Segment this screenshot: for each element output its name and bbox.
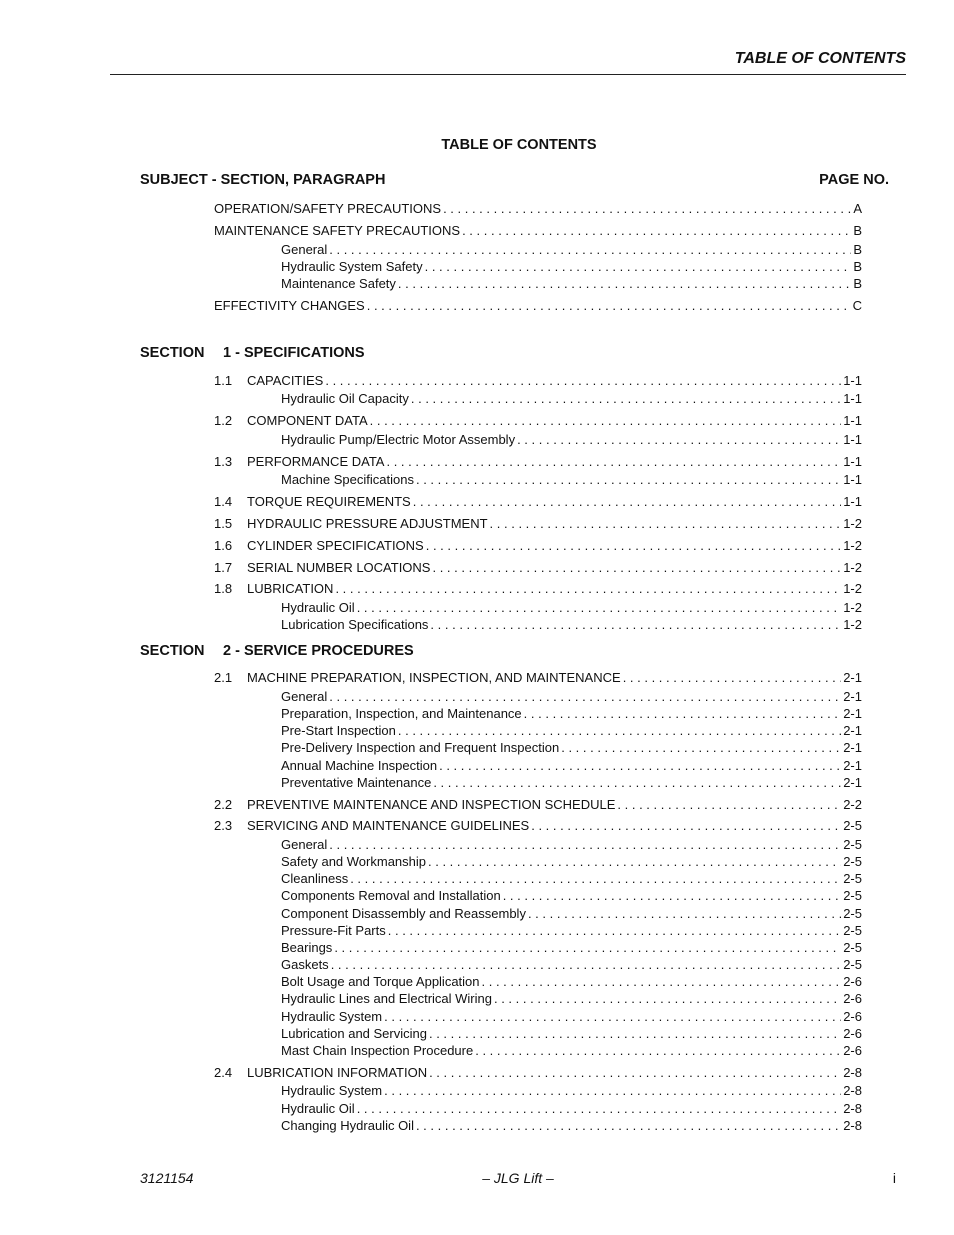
- toc-entry-page: B: [853, 223, 862, 238]
- toc-entry: [214, 580, 862, 597]
- toc-entry: [214, 200, 862, 217]
- toc-leader-dots: [357, 599, 842, 616]
- toc-entry-title: SERIAL NUMBER LOCATIONS: [247, 560, 431, 575]
- toc-leader-dots: [398, 722, 841, 739]
- toc-leader-dots: [411, 390, 841, 407]
- toc-entry-title: Changing Hydraulic Oil: [281, 1118, 414, 1133]
- toc-entry-page: C: [852, 298, 862, 313]
- toc-entry-page: 1-1: [843, 432, 862, 447]
- toc-entry-page: 2-5: [843, 957, 862, 972]
- toc-subentry: [281, 599, 862, 616]
- toc-leader-dots: [503, 887, 842, 904]
- toc-entry-title: Lubrication Specifications: [281, 617, 429, 632]
- toc-entry-page: 2-6: [843, 974, 862, 989]
- toc-entry-page: 2-1: [843, 689, 862, 704]
- toc-entry-title: Hydraulic Oil: [281, 1101, 355, 1116]
- toc-leader-dots: [623, 669, 842, 686]
- toc-leader-dots: [329, 241, 851, 258]
- toc-entry-number: 2.2: [214, 797, 233, 812]
- toc-leader-dots: [386, 453, 841, 470]
- toc-subentry: [281, 887, 862, 904]
- toc-entry-title: Hydraulic Pump/Electric Motor Assembly: [281, 432, 516, 447]
- toc-entry-page: 2-5: [843, 854, 862, 869]
- toc-entry-number: 1.4: [214, 494, 233, 509]
- toc-entry-page: 2-5: [843, 837, 862, 852]
- toc-entry-page: 2-1: [843, 670, 862, 685]
- toc-leader-dots: [329, 836, 841, 853]
- footer-doc-number: 3121154: [140, 1170, 194, 1186]
- toc-entry-page: 2-6: [843, 1026, 862, 1041]
- toc-leader-dots: [335, 580, 841, 597]
- toc-entry-title: COMPONENT DATA: [247, 413, 368, 428]
- toc-leader-dots: [367, 297, 851, 314]
- toc-entry: [214, 669, 862, 686]
- toc-subentry: [281, 241, 862, 258]
- toc-entry-title: TORQUE REQUIREMENTS: [247, 494, 411, 509]
- toc-entry-title: Hydraulic System: [281, 1083, 383, 1098]
- toc-entry-title: Gaskets: [281, 957, 329, 972]
- toc-leader-dots: [325, 372, 841, 389]
- toc-entry-title: LUBRICATION INFORMATION: [247, 1065, 428, 1080]
- toc-entry: [214, 1064, 862, 1081]
- toc-subentry: [281, 774, 862, 791]
- toc-leader-dots: [482, 973, 842, 990]
- toc-entry-title: Hydraulic Lines and Electrical Wiring: [281, 991, 492, 1006]
- toc-entry-title: Hydraulic System: [281, 1009, 383, 1024]
- toc-entry-page: 1-2: [843, 538, 862, 553]
- toc-entry-page: 2-5: [843, 940, 862, 955]
- toc-entry-page: 2-1: [843, 758, 862, 773]
- toc-entry: [214, 493, 862, 510]
- toc-entry-page: 2-1: [843, 775, 862, 790]
- toc-leader-dots: [416, 1117, 841, 1134]
- toc-leader-dots: [398, 275, 851, 292]
- toc-subentry: [281, 853, 862, 870]
- toc-entry-title: Annual Machine Inspection: [281, 758, 438, 773]
- toc-entry: [214, 515, 862, 532]
- toc-entry-page: 1-1: [843, 373, 862, 388]
- toc-leader-dots: [329, 688, 841, 705]
- toc-entry-title: Hydraulic Oil: [281, 600, 355, 615]
- toc-entry-number: 1.1: [214, 373, 233, 388]
- toc-entry-title: Pre-Delivery Inspection and Frequent Inspection: [281, 740, 560, 755]
- toc-leader-dots: [428, 853, 841, 870]
- toc-subentry: [281, 757, 862, 774]
- footer-page-number: i: [892, 1170, 896, 1186]
- toc-subentry: [281, 688, 862, 705]
- toc-subentry: [281, 1008, 862, 1025]
- toc-entry-title: CYLINDER SPECIFICATIONS: [247, 538, 424, 553]
- toc-entry: [214, 817, 862, 834]
- running-header: [110, 50, 906, 75]
- toc-entry-title: EFFECTIVITY CHANGES: [214, 298, 365, 313]
- toc-subentry: [281, 431, 862, 448]
- toc-leader-dots: [350, 870, 841, 887]
- toc-entry-number: 1.5: [214, 516, 233, 531]
- toc-entry-page: 1-1: [843, 391, 862, 406]
- toc-entry-page: 2-5: [843, 888, 862, 903]
- toc-entry-title: HYDRAULIC PRESSURE ADJUSTMENT: [247, 516, 488, 531]
- toc-entry-page: 2-5: [843, 871, 862, 886]
- toc-entry-page: 2-1: [843, 723, 862, 738]
- toc-entry: [214, 537, 862, 554]
- toc-subentry: [281, 956, 862, 973]
- toc-leader-dots: [388, 922, 841, 939]
- toc-entry-title: PREVENTIVE MAINTENANCE AND INSPECTION SCHEDULE: [247, 797, 616, 812]
- toc-leader-dots: [334, 939, 841, 956]
- toc-subentry: [281, 258, 862, 275]
- toc-leader-dots: [384, 1008, 841, 1025]
- toc-entry-title: Hydraulic Oil Capacity: [281, 391, 409, 406]
- toc-entry-page: 1-2: [843, 516, 862, 531]
- toc-entry-title: SERVICING AND MAINTENANCE GUIDELINES: [247, 818, 530, 833]
- toc-entry-title: Safety and Workmanship: [281, 854, 426, 869]
- toc-subentry: [281, 870, 862, 887]
- toc-entry: [214, 297, 862, 314]
- running-header-text: TABLE OF CONTENTS: [734, 50, 906, 67]
- toc-leader-dots: [517, 431, 841, 448]
- toc-entry-title: Bearings: [281, 940, 333, 955]
- toc-entry-page: 2-8: [843, 1083, 862, 1098]
- toc-entry-title: Mast Chain Inspection Procedure: [281, 1043, 474, 1058]
- toc-entry-page: 2-6: [843, 991, 862, 1006]
- toc-entry-page: 2-1: [843, 706, 862, 721]
- toc-entry-page: 1-2: [843, 600, 862, 615]
- toc-entry-number: 2.3: [214, 818, 233, 833]
- toc-entry-page: B: [853, 259, 862, 274]
- column-head-page: PAGE NO.: [819, 172, 889, 188]
- toc-entry: [214, 412, 862, 429]
- toc-entry-page: 1-2: [843, 581, 862, 596]
- toc-entry-page: 1-2: [843, 617, 862, 632]
- toc-entry-title: Cleanliness: [281, 871, 349, 886]
- toc-entry-number: 2.1: [214, 670, 233, 685]
- toc-entry-page: 2-8: [843, 1118, 862, 1133]
- toc-entry: [214, 559, 862, 576]
- toc-leader-dots: [370, 412, 842, 429]
- toc-leader-dots: [432, 559, 841, 576]
- toc-entry-title: Bolt Usage and Torque Application: [281, 974, 480, 989]
- toc-leader-dots: [617, 796, 841, 813]
- toc-leader-dots: [528, 905, 841, 922]
- toc-entry-page: 2-1: [843, 740, 862, 755]
- toc-leader-dots: [429, 1025, 841, 1042]
- toc-subentry: [281, 616, 862, 633]
- toc-entry-title: General: [281, 689, 328, 704]
- toc-entry-title: General: [281, 837, 328, 852]
- toc-subentry: [281, 1082, 862, 1099]
- toc-entry-page: B: [853, 276, 862, 291]
- toc-leader-dots: [531, 817, 841, 834]
- toc-entry: [214, 453, 862, 470]
- page-title: TABLE OF CONTENTS: [441, 137, 597, 153]
- toc-entry-page: 2-8: [843, 1101, 862, 1116]
- toc-entry-page: 2-5: [843, 923, 862, 938]
- toc-entry-title: Components Removal and Installation: [281, 888, 501, 903]
- section-title: 2 - SERVICE PROCEDURES: [223, 643, 414, 659]
- toc-entry: [214, 796, 862, 813]
- toc-subentry: [281, 471, 862, 488]
- toc-entry-title: Preventative Maintenance: [281, 775, 432, 790]
- toc-entry-title: Pre-Start Inspection: [281, 723, 396, 738]
- toc-leader-dots: [384, 1082, 841, 1099]
- toc-leader-dots: [331, 956, 842, 973]
- toc-entry-page: 2-2: [843, 797, 862, 812]
- toc-entry-number: 1.8: [214, 581, 233, 596]
- toc-entry-number: 1.6: [214, 538, 233, 553]
- toc-leader-dots: [462, 222, 851, 239]
- column-head-subject: SUBJECT - SECTION, PARAGRAPH: [140, 172, 386, 188]
- toc-leader-dots: [490, 515, 842, 532]
- toc-entry-page: 1-1: [843, 454, 862, 469]
- toc-subentry: [281, 990, 862, 1007]
- toc-subentry: [281, 1100, 862, 1117]
- toc-entry-title: OPERATION/SAFETY PRECAUTIONS: [214, 201, 442, 216]
- toc-entry-title: Hydraulic System Safety: [281, 259, 423, 274]
- footer-publisher: – JLG Lift –: [482, 1170, 554, 1186]
- toc-subentry: [281, 722, 862, 739]
- toc-entry: [214, 222, 862, 239]
- toc-leader-dots: [433, 774, 841, 791]
- section-label: SECTION: [140, 643, 205, 659]
- toc-entry-page: B: [853, 242, 862, 257]
- toc-leader-dots: [425, 258, 852, 275]
- toc-leader-dots: [430, 616, 841, 633]
- toc-subentry: [281, 1042, 862, 1059]
- toc-leader-dots: [413, 493, 841, 510]
- toc-leader-dots: [494, 990, 841, 1007]
- toc-leader-dots: [416, 471, 841, 488]
- toc-entry-page: 2-6: [843, 1009, 862, 1024]
- section-heading: [140, 345, 365, 361]
- toc-entry-page: A: [853, 201, 862, 216]
- toc-entry-page: 1-1: [843, 472, 862, 487]
- toc-entry-title: CAPACITIES: [247, 373, 324, 388]
- toc-entry-number: 1.7: [214, 560, 233, 575]
- toc-entry-page: 1-1: [843, 413, 862, 428]
- toc-entry-title: LUBRICATION: [247, 581, 334, 596]
- toc-leader-dots: [561, 739, 841, 756]
- toc-entry-title: Preparation, Inspection, and Maintenance: [281, 706, 522, 721]
- toc-leader-dots: [357, 1100, 842, 1117]
- toc-leader-dots: [439, 757, 841, 774]
- toc-subentry: [281, 922, 862, 939]
- toc-subentry: [281, 905, 862, 922]
- toc-entry-number: 1.3: [214, 454, 233, 469]
- toc-entry-page: 2-5: [843, 818, 862, 833]
- toc-leader-dots: [426, 537, 841, 554]
- toc-entry-title: PERFORMANCE DATA: [247, 454, 385, 469]
- toc-entry-title: General: [281, 242, 328, 257]
- toc-leader-dots: [443, 200, 851, 217]
- toc-entry-title: MACHINE PREPARATION, INSPECTION, AND MAINTENANCE: [247, 670, 621, 685]
- toc-subentry: [281, 836, 862, 853]
- toc-subentry: [281, 1025, 862, 1042]
- toc-entry-page: 1-2: [843, 560, 862, 575]
- toc-subentry: [281, 705, 862, 722]
- toc-entry-title: Maintenance Safety: [281, 276, 396, 291]
- toc-entry-title: Pressure-Fit Parts: [281, 923, 386, 938]
- section-label: SECTION: [140, 345, 205, 361]
- toc-entry-page: 2-5: [843, 906, 862, 921]
- toc-subentry: [281, 973, 862, 990]
- toc-subentry: [281, 1117, 862, 1134]
- toc-subentry: [281, 275, 862, 292]
- toc-subentry: [281, 939, 862, 956]
- toc-entry-title: Machine Specifications: [281, 472, 414, 487]
- toc-leader-dots: [475, 1042, 841, 1059]
- toc-entry-page: 2-8: [843, 1065, 862, 1080]
- section-title: 1 - SPECIFICATIONS: [223, 345, 365, 361]
- toc-entry-page: 2-6: [843, 1043, 862, 1058]
- toc-entry-number: 1.2: [214, 413, 233, 428]
- toc-subentry: [281, 739, 862, 756]
- toc-entry-title: MAINTENANCE SAFETY PRECAUTIONS: [214, 223, 461, 238]
- section-heading: [140, 643, 414, 659]
- toc-entry-title: Component Disassembly and Reassembly: [281, 906, 526, 921]
- toc-leader-dots: [429, 1064, 841, 1081]
- toc-subentry: [281, 390, 862, 407]
- toc-entry-page: 1-1: [843, 494, 862, 509]
- toc-entry-title: Lubrication and Servicing: [281, 1026, 427, 1041]
- toc-entry: [214, 372, 862, 389]
- toc-entry-number: 2.4: [214, 1065, 233, 1080]
- toc-leader-dots: [524, 705, 842, 722]
